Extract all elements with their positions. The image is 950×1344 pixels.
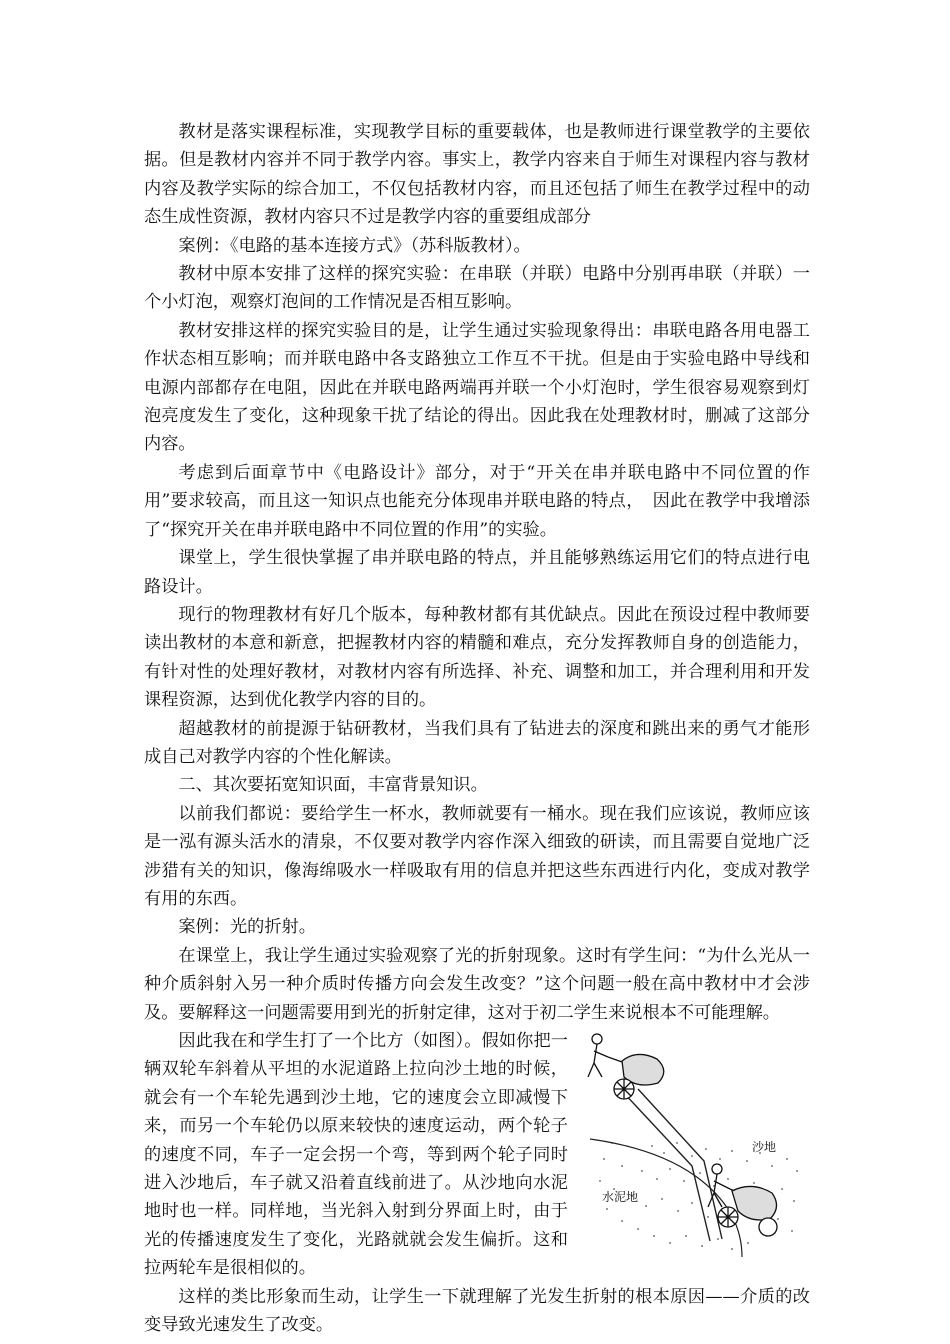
cart-refraction-figure: [582, 1031, 810, 1259]
cart-path: [622, 1091, 710, 1241]
cart-top: [588, 1034, 664, 1099]
cart-illustration: [582, 1031, 810, 1259]
paragraph-5: 考虑到后面章节中《电路设计》部分，对于“开关在串并联电路中不同位置的作用”要求较高，而且这一知识点也能充分体现串并联电路的特点， 因此在教学中我增添了“探究开关在串并联电路中不同位置的作用”的实验。: [144, 462, 810, 540]
label-sand: 沙地: [752, 1140, 777, 1154]
paragraph-6: 课堂上，学生很快掌握了串并联电路的特点，并且能够熟练运用它们的特点进行电路设计。: [144, 548, 810, 597]
paragraph-4: 教材安排这样的探究实验目的是，让学生通过实验现象得出：串联电路各用电器工作状态相互影响；而并联电路中各支路独立工作互不干扰。但是由于实验电路中导线和电源内部都存在电阻，因此在并联电路两端再并联一个小灯泡时，学生很容易观察到灯泡亮度发生了变化，这种现象干扰了结论的得出。因此我在处理教材时，删减了这部分内容。: [144, 320, 810, 455]
paragraph-8: 超越教材的前提源于钻研教材，当我们具有了钻进去的深度和跳出来的勇气才能形成自己对教学内容的个性化解读。: [144, 718, 810, 767]
paragraph-3: 教材中原本安排了这样的探究实验：在串联（并联）电路中分别再串联（并联）一个小灯泡，观察灯泡间的工作情况是否相互影响。: [144, 264, 810, 313]
paragraph-1: 教材是落实课程标准，实现教学目标的重要载体，也是教师进行课堂教学的主要依据。但是教材内容并不同于教学内容。事实上，教学内容来自于师生对课程内容与教材内容及教学实际的综合加工，不仅包括教材内容，而且还包括了师生在教学过程中的动态生成性资源，教材内容只不过是教学内容的重要组成部分: [144, 122, 810, 228]
paragraph-13: 因此我在和学生打了一个比方（如图）。假如你把一辆双轮车斜着从平坦的水泥道路上拉向沙土地的时候，就会有一个车轮先遇到沙土地，它的速度会立即减慢下来，而另一个车轮仍以原来较快的速度运动，两个轮子的速度不同，车子一定会拐一个弯，等到两个轮子同时进入沙地后，车子就又沿着直线前进了。从沙地向水泥地时也一样。同样地，当光斜入射到分界面上时，由于光的传播速度发生了变化，光路就就会发生偏折。这和拉两轮车是很相似的。: [144, 1031, 568, 1279]
paragraph-2: 案例：《电路的基本连接方式》（苏科版教材）。: [178, 235, 531, 256]
paragraph-12: 在课堂上，我让学生通过实验观察了光的折射现象。这时有学生问：“为什么光从一种介质斜射入另一种介质时传播方向会发生改变？”这个问题一般在高中教材中才会涉及。要解释这一问题需要用到光的折射定律，这对于初二学生来说根本不可能理解。: [144, 945, 810, 1023]
document-page: [144, 118, 810, 1339]
paragraph-10: 以前我们都说：要给学生一杯水，教师就要有一桶水。现在我们应该说，教师应该是一泓有源头活水的清泉，不仅要对教学内容作深入细致的研读，而且需要自觉地广泛涉猎有关的知识，像海绵吸水一样吸取有用的信息并把这些东西进行内化，变成对教学有用的东西。: [144, 803, 810, 909]
paragraph-7: 现行的物理教材有好几个版本，每种教材都有其优缺点。因此在预设过程中教师要读出教材的本意和新意，把握教材内容的精髓和难点，充分发挥教师自身的创造能力，有针对性的处理好教材，对教材内容有所选择、补充、调整和加工，并合理利用和开发课程资源，达到优化教学内容的目的。: [144, 604, 810, 711]
paragraph-11: 案例：光的折射。: [178, 917, 316, 938]
section-heading: 二、其次要拓宽知识面，丰富背景知识。: [178, 775, 488, 796]
label-cement: 水泥地: [602, 1190, 639, 1204]
paragraph-14: 这样的类比形象而生动，让学生一下就理解了光发生折射的根本原因——介质的改变导致光速发生了改变。: [144, 1286, 810, 1336]
